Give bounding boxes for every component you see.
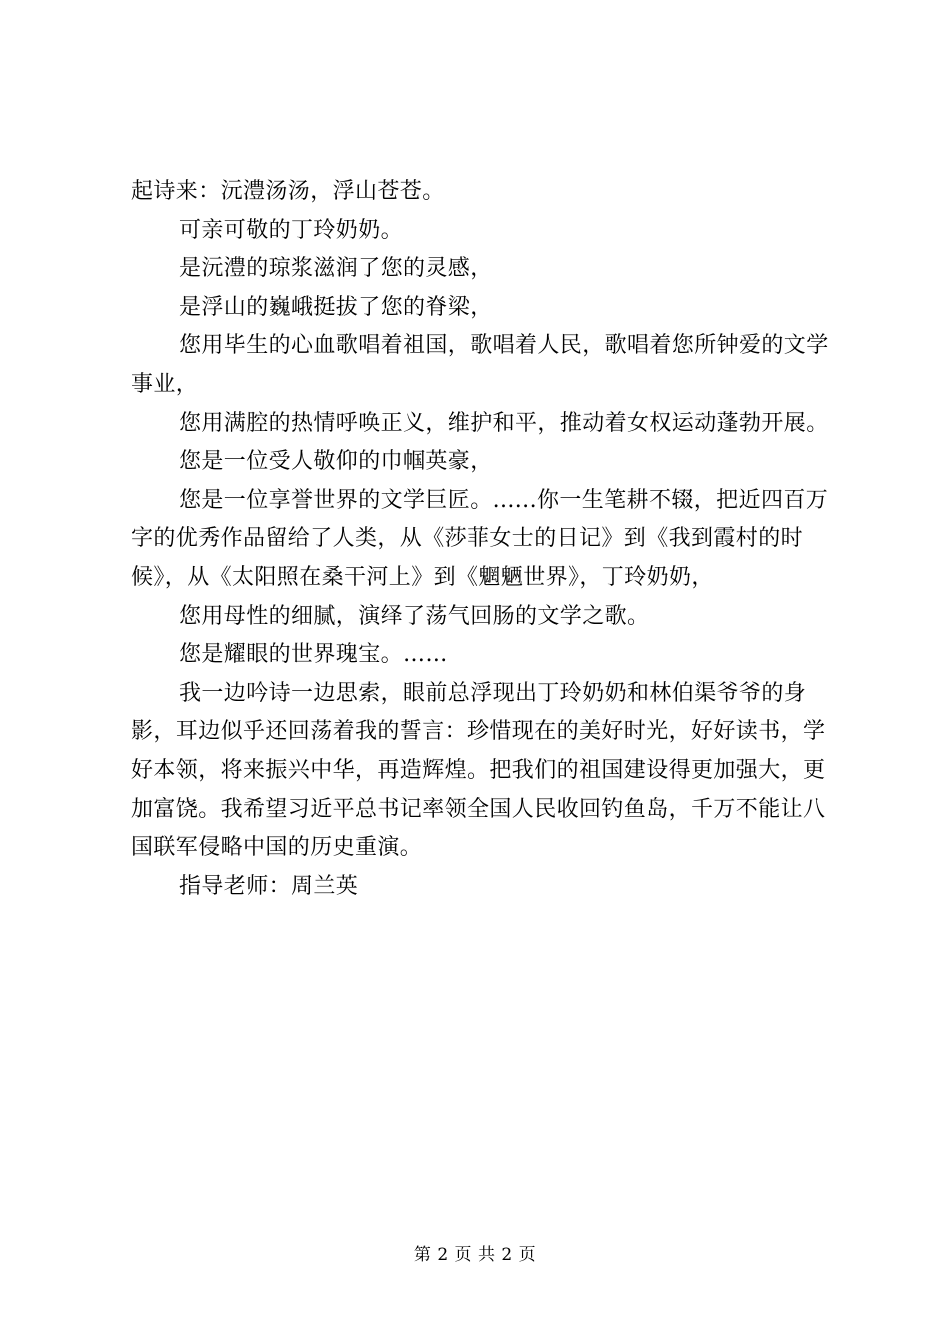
paragraph-advisor: 指导老师：周兰英 <box>179 873 359 899</box>
paragraph-fushan: 是浮山的巍峨挺拔了您的脊梁， <box>179 294 493 320</box>
paragraph-heroine: 您是一位受人敬仰的巾帼英豪， <box>179 449 493 475</box>
paragraph-justice: 您用满腔的热情呼唤正义，维护和平，推动着女权运动蓬勃开展。 <box>179 410 829 436</box>
paragraph-reflection: 我一边吟诗一边思索，眼前总浮现出丁玲奶奶和林伯渠爷爷的身影，耳边似乎还回荡着我的誓言：珍惜现在的美好时光，好好读书，学好本领，将来振兴中华，再造辉煌。把我们的祖国建设得更加强大，更加富饶。我希望习近平总书记率领全国人民收回钓鱼岛，千万不能让八国联军侵略中国的历史重演。 <box>131 680 826 861</box>
paragraph-greeting: 可亲可敬的丁玲奶奶。 <box>179 217 404 243</box>
page-footer: 第 2 页 共 2 页 <box>413 1245 537 1265</box>
paragraph-maternal: 您用母性的细腻，演绎了荡气回肠的文学之歌。 <box>179 603 650 629</box>
paragraph-master: 您是一位享誉世界的文学巨匠。......你一生笔耕不辍，把近四百万字的优秀作品留给了人类，从《莎菲女士的日记》到《我到霞村的时候》，从《太阳照在桑干河上》到《魍魉世界》，丁玲奶奶， <box>131 487 829 590</box>
paragraph-singing: 您用毕生的心血歌唱着祖国，歌唱着人民，歌唱着您所钟爱的文学事业， <box>131 333 829 397</box>
paragraph-opening-line: 起诗来：沅澧汤汤，浮山苍苍。 <box>131 179 445 204</box>
paragraph-treasure: 您是耀眼的世界瑰宝。…… <box>179 642 448 668</box>
paragraph-yuanli: 是沅澧的琼浆滋润了您的灵感， <box>179 256 493 282</box>
document-body <box>131 173 836 906</box>
